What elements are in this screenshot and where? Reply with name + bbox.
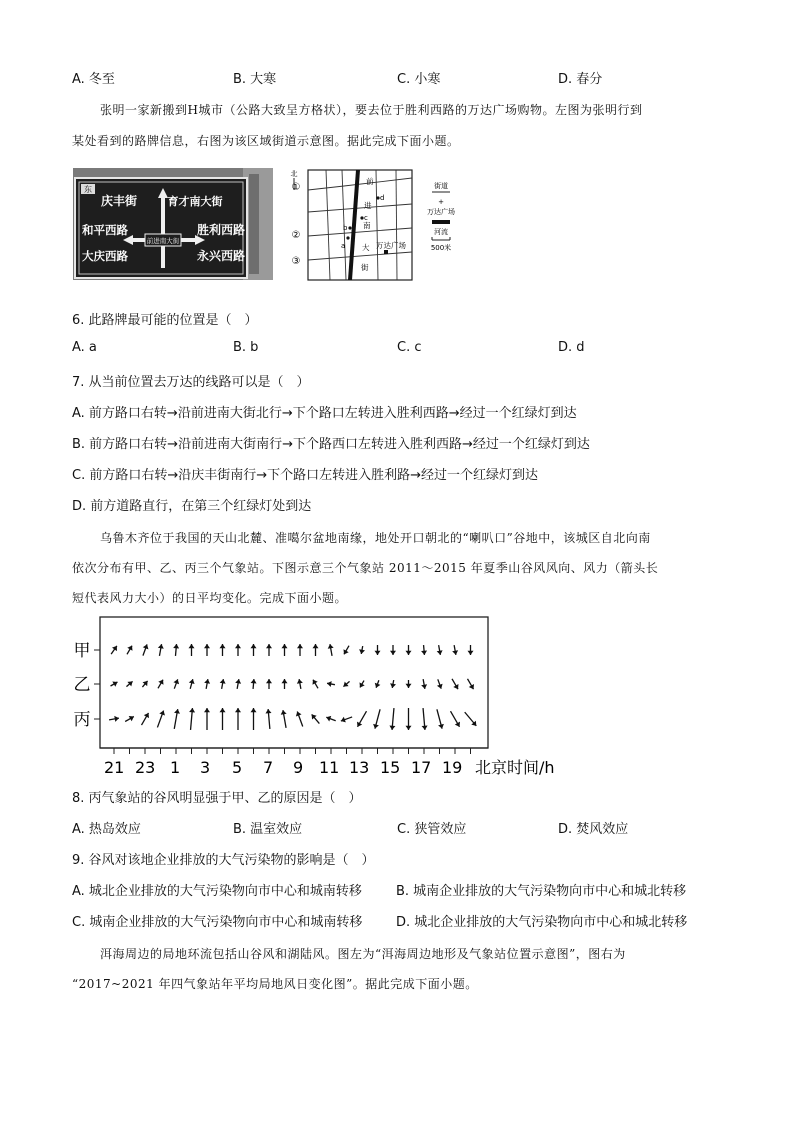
wind-arrow — [111, 646, 117, 654]
wind-arrow — [296, 711, 303, 726]
wind-arrow — [465, 712, 477, 726]
q8-option-d: D. 焚风效应 — [558, 822, 629, 837]
wind-arrow — [313, 680, 318, 689]
xtick-3: 3 — [200, 758, 211, 777]
q7-stem: 7. 从当前位置去万达的线路可以是（ ） — [72, 375, 310, 390]
q9-stem: 9. 谷风对该地企业排放的大气污染物的影响是（ ） — [72, 853, 375, 868]
wind-arrow — [220, 679, 226, 689]
q6-option-c: C. c — [397, 340, 422, 355]
wind-arrow — [235, 708, 241, 730]
marker-3: ③ — [291, 256, 301, 267]
wind-arrow — [281, 710, 287, 728]
q9-option-b: B. 城南企业排放的大气污染物向市中心和城北转移 — [396, 884, 687, 899]
wind-arrow — [251, 679, 257, 689]
wind-arrow — [452, 645, 458, 655]
wind-arrow — [204, 708, 210, 730]
wind-arrow — [373, 709, 380, 728]
wind-arrow — [406, 645, 412, 655]
xtick-13: 13 — [349, 758, 370, 777]
wind-arrow — [282, 644, 288, 656]
passage1-line1: 张明一家新搬到H城市（公路大致呈方格状），要去位于胜利西路的万达广场购物。左图为张明行到 — [100, 103, 643, 117]
wind-arrow — [204, 644, 210, 656]
passage2-line3: 短代表风力大小）的日平均变化。完成下面小题。 — [72, 591, 348, 605]
point-d: d — [380, 194, 385, 202]
wind-arrow — [360, 681, 365, 688]
point-b: b — [343, 224, 348, 232]
wind-arrow — [125, 716, 134, 721]
xtick-23: 23 — [135, 758, 156, 777]
wind-arrow — [142, 713, 149, 725]
wind-arrow — [251, 708, 257, 730]
wind-arrow — [312, 714, 320, 723]
wind-arrow — [142, 681, 147, 687]
passage2-line1: 乌鲁木齐位于我国的天山北麓、准噶尔盆地南缘，地处开口朝北的“喇叭口”谷地中，该城区自北向南 — [100, 531, 651, 545]
passage3-line2: “2017~2021 年四气象站年平均局地风日变化图”。据此完成下面小题。 — [72, 977, 478, 991]
sign-mid-right: 胜利西路 — [196, 223, 246, 237]
marker-1: ① — [291, 182, 301, 193]
wind-arrow — [451, 711, 460, 727]
wind-arrow — [189, 679, 195, 689]
legend-plus: + — [438, 198, 444, 206]
station-yi-label: 乙 — [73, 675, 91, 695]
q5-option-c: C. 小寒 — [397, 72, 441, 87]
wind-arrow — [375, 680, 381, 688]
q9-option-a: A. 城北企业排放的大气污染物向市中心和城南转移 — [72, 884, 362, 899]
q5-option-b: B. 大寒 — [233, 72, 277, 87]
wind-arrow — [421, 645, 427, 655]
sign-corner-label: 东 — [84, 185, 92, 194]
xtick-7: 7 — [263, 758, 274, 777]
q5-option-a: A. 冬至 — [72, 72, 115, 87]
q7-option-a: A. 前方路口右转→沿前进南大街北行→下个路口左转进入胜利西路→经过一个红绿灯到达 — [72, 406, 577, 421]
wind-arrow — [266, 679, 272, 689]
q7-option-c: C. 前方路口右转→沿庆丰街南行→下个路口左转进入胜利路→经过一个红绿灯到达 — [72, 468, 539, 483]
q9-option-c: C. 城南企业排放的大气污染物向市中心和城南转移 — [72, 915, 363, 930]
road-sign-image — [73, 168, 273, 280]
station-bing-label: 丙 — [73, 710, 91, 730]
q7-option-d: D. 前方道路直行，在第三个红绿灯处到达 — [72, 499, 312, 514]
wind-arrow — [389, 708, 395, 730]
wind-arrow — [204, 679, 210, 689]
wind-arrow — [157, 711, 165, 728]
q6-option-b: B. b — [233, 340, 259, 355]
xtick-19: 19 — [442, 758, 463, 777]
wind-arrow — [266, 644, 272, 656]
xtick-21: 21 — [104, 758, 125, 777]
xtick-1: 1 — [170, 758, 181, 777]
q8-option-a: A. 热岛效应 — [72, 822, 141, 837]
point-c: c — [364, 214, 368, 222]
sign-bot-left: 大庆西路 — [82, 249, 128, 263]
q9-option-d: D. 城北企业排放的大气污染物向市中心和城北转移 — [396, 915, 688, 930]
x-axis-label: 北京时间/h — [475, 758, 555, 777]
q8-stem: 8. 丙气象站的谷风明显强于甲、乙的原因是（ ） — [72, 791, 362, 806]
wind-arrow — [326, 716, 335, 722]
wind-arrow — [390, 645, 396, 655]
wind-arrow — [235, 644, 241, 656]
street-map — [284, 168, 470, 284]
sign-mid-left: 和平西路 — [82, 223, 128, 237]
q6-option-d: D. d — [558, 340, 585, 355]
street-char-4: 大 — [362, 243, 370, 252]
wind-arrow — [143, 644, 149, 655]
wind-arrow — [173, 644, 179, 656]
wind-chart — [70, 614, 590, 778]
xtick-9: 9 — [293, 758, 304, 777]
wind-arrow — [437, 709, 444, 728]
xtick-15: 15 — [380, 758, 401, 777]
wind-arrow — [437, 679, 443, 688]
q5-option-d: D. 春分 — [558, 72, 603, 87]
wind-arrow — [220, 708, 226, 730]
wind-arrow — [111, 682, 118, 687]
wind-arrow — [359, 646, 365, 654]
wind-arrow — [313, 644, 319, 656]
q6-option-a: A. a — [72, 340, 97, 355]
passage2-line2: 依次分布有甲、乙、丙三个气象站。下图示意三个气象站 2011～2015 年夏季山谷风风向、风力（箭头长 — [72, 561, 659, 575]
wind-arrow — [468, 679, 474, 689]
q8-option-b: B. 温室效应 — [233, 822, 303, 837]
wind-arrow — [341, 717, 352, 723]
point-a: a — [341, 242, 346, 250]
wind-arrow — [220, 644, 226, 656]
wind-arrow — [375, 645, 381, 655]
wind-arrow — [437, 645, 443, 655]
xtick-11: 11 — [319, 758, 340, 777]
wind-arrow — [189, 708, 195, 730]
wind-arrow — [344, 646, 349, 655]
north-label: 北 — [290, 170, 298, 178]
xtick-17: 17 — [411, 758, 432, 777]
wind-arrow — [297, 644, 303, 656]
wind-arrow — [421, 679, 427, 689]
sign-top-left: 庆丰街 — [100, 194, 138, 208]
q7-option-b: B. 前方路口右转→沿前进南大街南行→下个路西口左转进入胜利西路→经过一个红绿灯到达 — [72, 437, 590, 452]
wind-arrow — [406, 708, 412, 730]
wind-arrow — [109, 716, 119, 722]
wind-arrow — [343, 681, 349, 686]
wanda-label: 万达广场 — [376, 241, 406, 250]
sign-bot-right: 永兴西路 — [196, 249, 246, 263]
wind-arrow — [327, 681, 335, 687]
wind-arrow — [174, 709, 180, 729]
wind-arrow — [189, 644, 195, 656]
street-char-2: 进 — [364, 201, 372, 210]
legend-river: 河流 — [434, 228, 448, 236]
q6-stem: 6. 此路牌最可能的位置是（ ） — [72, 313, 258, 328]
wind-arrow — [127, 646, 132, 655]
marker-2: ② — [291, 230, 301, 241]
wind-arrow — [282, 679, 288, 689]
wind-arrow — [158, 644, 164, 656]
xtick-5: 5 — [232, 758, 243, 777]
wind-arrow — [126, 681, 132, 686]
wind-arrow — [173, 679, 179, 688]
wind-arrow — [328, 644, 334, 656]
street-char-5: 街 — [361, 263, 369, 272]
wind-arrow — [422, 708, 428, 730]
legend-street: 街道 — [434, 182, 448, 190]
wind-arrow — [297, 679, 303, 689]
wind-arrow — [390, 680, 396, 688]
wind-arrow — [468, 645, 474, 655]
legend-scale: 500米 — [430, 244, 452, 252]
street-char-3: 南 — [363, 221, 371, 230]
street-char-1: 前 — [366, 177, 374, 186]
passage1-line2: 某处看到的路牌信息，右图为该区域街道示意图。据此完成下面小题。 — [72, 134, 460, 148]
sign-center-label: 前进南大街 — [146, 237, 180, 245]
wind-arrow — [406, 680, 412, 688]
q8-option-c: C. 狭管效应 — [397, 822, 467, 837]
wind-arrow — [266, 709, 272, 729]
wind-arrow — [452, 679, 458, 689]
passage3-line1: 洱海周边的局地环流包括山谷风和湖陆风。图左为“洱海周边地形及气象站位置示意图”，图右为 — [100, 947, 626, 961]
wind-arrow — [357, 711, 366, 727]
station-jia-label: 甲 — [73, 641, 91, 661]
wind-arrow — [158, 680, 163, 689]
wind-arrow — [235, 679, 241, 689]
wind-arrow — [251, 644, 257, 656]
legend-wanda: 万达广场 — [427, 208, 455, 216]
sign-top-right: 育才南大街 — [167, 195, 223, 208]
